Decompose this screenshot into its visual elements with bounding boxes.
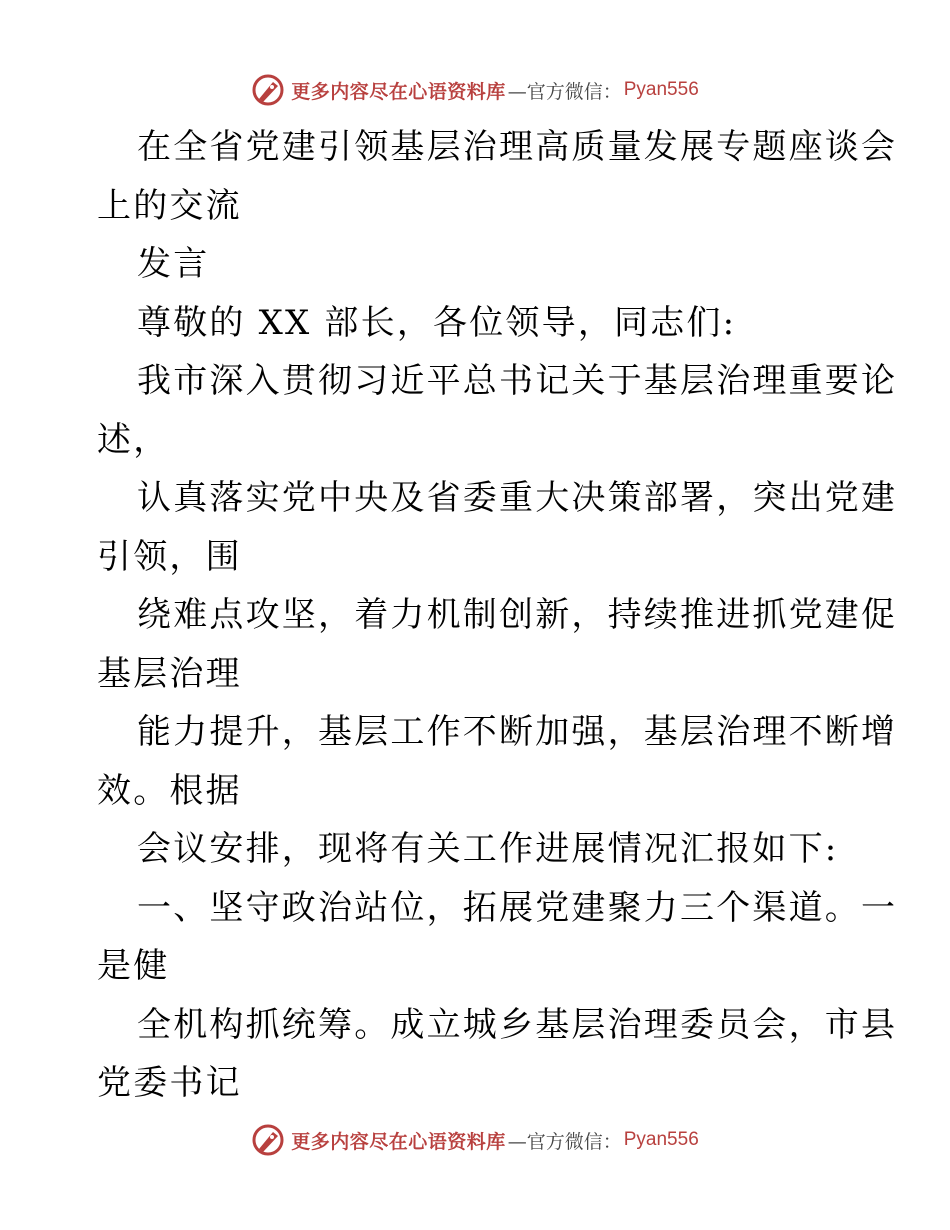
text-line: 引领，围 — [97, 536, 242, 577]
text-line: 效。根据 — [97, 770, 242, 811]
text-line: 发言 — [137, 244, 210, 284]
text-line: 尊敬的 XX 部长，各位领导，同志们: — [137, 302, 737, 343]
text-line: 党委书记 — [97, 1063, 242, 1103]
text-line: 会议安排，现将有关工作进展情况汇报如下: — [137, 829, 839, 869]
watermark-banner-bottom — [0, 1120, 950, 1160]
watermark-separator-text: —官方微信： — [507, 1130, 622, 1153]
text-line: 一、坚守政治站位，拓展党建聚力三个渠道。一 — [137, 887, 898, 928]
text-line: 上的交流 — [97, 185, 242, 226]
watermark-banner-top — [0, 70, 950, 110]
text-line: 述， — [97, 419, 170, 460]
watermark-brand-text: 更多内容尽在心语资料库 — [291, 1130, 506, 1153]
text-line: 认真落实党中央及省委重大决策部署，突出党建 — [137, 478, 898, 518]
watermark-wechat-id: Pyan556 — [623, 79, 699, 100]
watermark-separator-text: —官方微信： — [507, 80, 622, 103]
text-line: 全机构抓统筹。成立城乡基层治理委员会，市县 — [137, 1004, 898, 1045]
watermark-wechat-id: Pyan556 — [623, 1129, 699, 1150]
text-line: 是健 — [97, 946, 170, 986]
text-line: 基层治理 — [97, 653, 242, 694]
text-line: 在全省党建引领基层治理高质量发展专题座谈会 — [137, 127, 898, 167]
pen-nib-logo-icon — [251, 1123, 285, 1157]
text-line: 能力提升，基层工作不断加强，基层治理不断增 — [137, 712, 898, 752]
watermark-brand-text: 更多内容尽在心语资料库 — [291, 80, 506, 103]
text-line: 绕难点攻坚，着力机制创新，持续推进抓党建促 — [137, 595, 898, 635]
document-body — [97, 118, 898, 1113]
pen-nib-logo-icon — [251, 73, 285, 107]
text-line: 我市深入贯彻习近平总书记关于基层治理重要论 — [137, 361, 898, 401]
